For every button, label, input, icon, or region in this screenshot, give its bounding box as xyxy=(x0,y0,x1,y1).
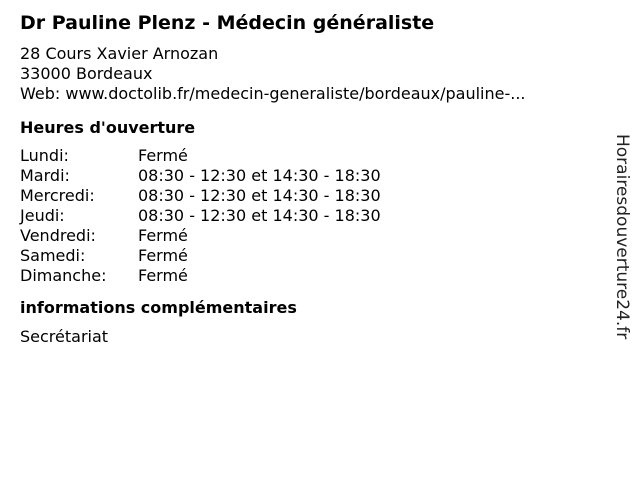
listing-card xyxy=(20,0,600,347)
day-label: Samedi: xyxy=(20,246,86,265)
day-label: Lundi: xyxy=(20,146,69,165)
day-hours: 08:30 - 12:30 et 14:30 - 18:30 xyxy=(138,206,381,225)
hours-row xyxy=(20,186,600,206)
day-hours: 08:30 - 12:30 et 14:30 - 18:30 xyxy=(138,186,381,205)
hours-row xyxy=(20,246,600,266)
page-title: Dr Pauline Plenz - Médecin généraliste xyxy=(20,12,435,34)
day-label: Jeudi: xyxy=(20,206,65,225)
street-address: 28 Cours Xavier Arnozan xyxy=(20,44,219,63)
watermark-text: Horairesdouverture24.fr xyxy=(612,134,632,340)
day-hours: 08:30 - 12:30 et 14:30 - 18:30 xyxy=(138,166,381,185)
hours-row xyxy=(20,166,600,186)
hours-row xyxy=(20,266,600,286)
day-hours: Fermé xyxy=(138,146,188,165)
day-label: Vendredi: xyxy=(20,226,96,245)
day-label: Mardi: xyxy=(20,166,70,185)
city-address: 33000 Bordeaux xyxy=(20,64,153,83)
day-hours: Fermé xyxy=(138,226,188,245)
day-label: Mercredi: xyxy=(20,186,95,205)
additional-info-heading: informations complémentaires xyxy=(20,298,297,317)
day-hours: Fermé xyxy=(138,266,188,285)
hours-row xyxy=(20,226,600,246)
opening-hours-table xyxy=(20,146,600,286)
day-label: Dimanche: xyxy=(20,266,107,285)
hours-row xyxy=(20,146,600,166)
additional-info-text: Secrétariat xyxy=(20,327,109,346)
opening-hours-heading: Heures d'ouverture xyxy=(20,118,196,137)
day-hours: Fermé xyxy=(138,246,188,265)
website-link[interactable]: Web: www.doctolib.fr/medecin-generaliste/bordeaux/pauline-... xyxy=(20,84,526,103)
hours-row xyxy=(20,206,600,226)
address-block xyxy=(20,44,600,104)
